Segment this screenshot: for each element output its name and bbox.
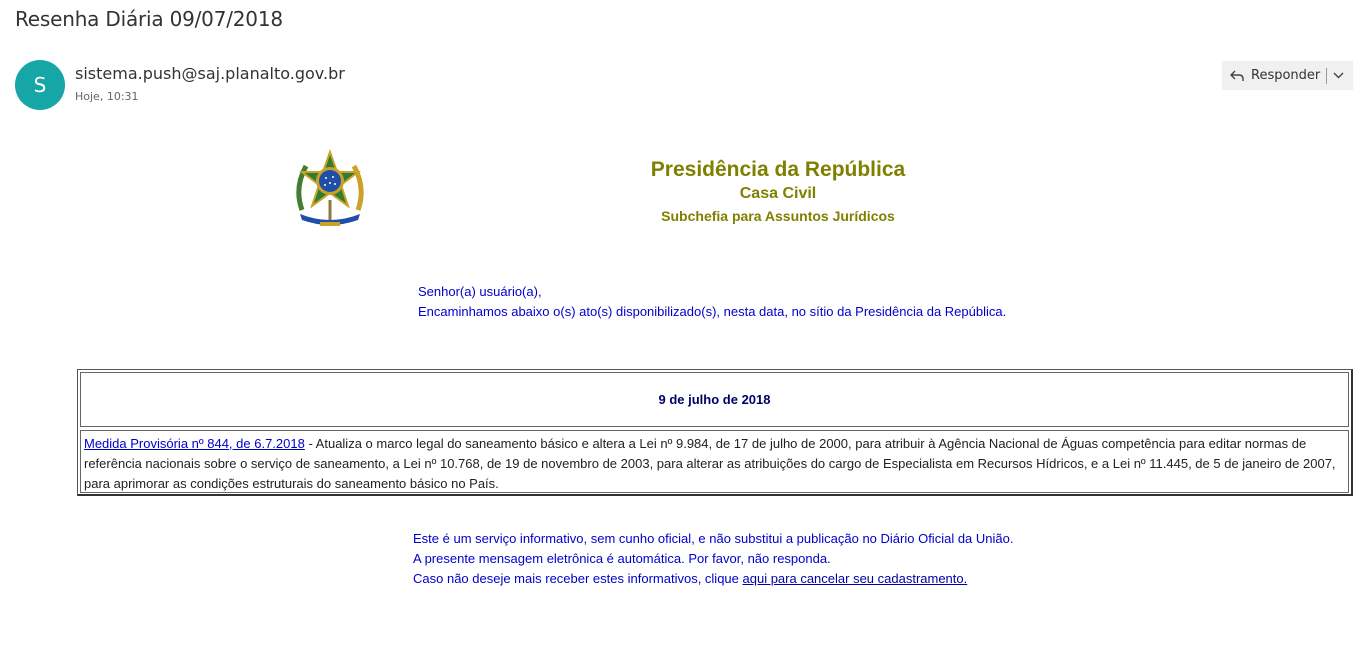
reply-button[interactable] [1222, 61, 1326, 90]
sender-address[interactable]: sistema.push@saj.planalto.gov.br [75, 64, 345, 83]
email-subject: Resenha Diária 09/07/2018 [15, 7, 283, 31]
act-description: - Atualiza o marco legal do saneamento básico e altera a Lei nº 9.984, de 17 de julho de 2000, para atribuir à Agência Nacional de Águas competência para editar normas de referência nacionais sobre o serviço de saneamento, a Lei nº 10.768, de 19 de novembro de 2003, para alterar as atribuições do cargo de Especialista em Recursos Hídricos, e a Lei nº 11.445, de 5 de janeiro de 2007, para aprimorar as condições estruturais do saneamento básico no País. [84, 436, 1336, 491]
reply-label: Responder [1251, 68, 1321, 83]
footer-line1: Este é um serviço informativo, sem cunho oficial, e não substitui a publicação no Diário Oficial da União. [413, 531, 1014, 546]
chevron-down-icon [1333, 72, 1344, 79]
footer-notice [413, 529, 1016, 589]
greeting-block [418, 282, 1012, 322]
acts-table [77, 369, 1353, 496]
coat-of-arms-icon [292, 148, 368, 228]
footer-line2: A presente mensagem eletrônica é automática. Por favor, não responda. [413, 551, 831, 566]
avatar-letter: S [33, 73, 47, 97]
footer-line3 [413, 569, 1016, 589]
unsubscribe-link[interactable]: aqui para cancelar seu cadastramento. [742, 571, 968, 586]
reply-options-button[interactable] [1327, 61, 1349, 90]
reply-button-group [1222, 61, 1353, 90]
institution-header [578, 156, 978, 228]
reply-icon [1230, 70, 1244, 82]
sent-time: Hoje, 10:31 [75, 90, 139, 103]
acts-date-header: 9 de julho de 2018 [80, 372, 1349, 427]
header-line1: Presidência da República [650, 158, 906, 181]
sender-avatar [15, 60, 65, 110]
act-link[interactable]: Medida Provisória nº 844, de 6.7.2018 [84, 436, 305, 451]
footer-line3-prefix: Caso não deseje mais receber estes informativos, clique [413, 571, 743, 586]
greeting-body: Encaminhamos abaixo o(s) ato(s) disponibilizado(s), nesta data, no sítio da Presidência da República. [418, 304, 1007, 319]
header-line3: Subchefia para Assuntos Jurídicos [661, 208, 895, 224]
act-row [80, 430, 1349, 493]
header-line2: Casa Civil [739, 185, 817, 202]
greeting-salutation: Senhor(a) usuário(a), [418, 284, 542, 299]
